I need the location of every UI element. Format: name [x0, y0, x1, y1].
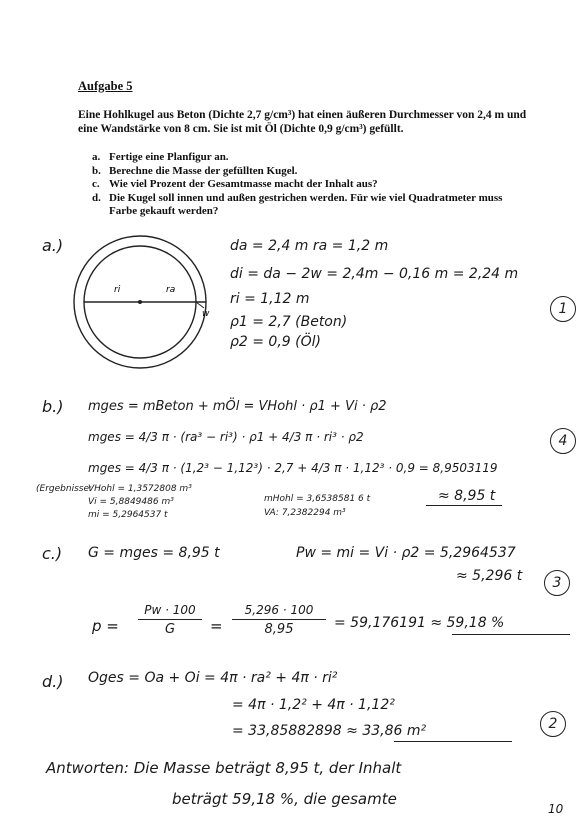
part-b-label: b.) — [42, 397, 64, 416]
interim-v-a: VA: 7,2382294 m³ — [264, 508, 346, 518]
interim-v-i: Vi = 5,8849486 m³ — [88, 497, 174, 507]
fraction-1-denominator: G — [164, 622, 176, 637]
score-d: 2 — [540, 711, 566, 737]
fraction-2 — [232, 603, 326, 637]
task-list — [92, 151, 532, 219]
w-label: w — [202, 309, 210, 319]
w-marker — [196, 302, 204, 308]
task-item-c: c. Wie viel Prozent der Gesamtmasse macht der Inhalt aus? — [92, 178, 378, 190]
task-intro: Eine Hohlkugel aus Beton (Dichte 2,7 g/cm³) hat einen äußeren Durchmesser von 2,4 m und eine Wandstärke von 8 cm. Sie ist mit Öl (Dichte 0,9 g/cm³) gefüllt. — [78, 109, 527, 135]
part-c-line-pw-rounded: ≈ 5,296 t — [456, 568, 523, 584]
interim-v-hohl: VHohl = 1,3572808 m³ — [88, 484, 192, 494]
ri-label: ri — [114, 285, 121, 295]
part-b-result: ≈ 8,95 t — [438, 488, 496, 504]
task-item-d: d. Die Kugel soll innen und außen gestrichen werden. Für wie viel Quadratmeter muss Farbe gekauft werden? — [92, 191, 503, 217]
part-c-line-pw: Pw = mi = Vi · ρ2 = 5,2964537 — [296, 545, 516, 561]
result-b-underline — [426, 505, 502, 506]
part-a-line-3: ri = 1,12 m — [230, 291, 310, 307]
task-item-b: b. Berechne die Masse der gefüllten Kugel. — [92, 164, 298, 177]
part-b-line-3: mges = 4/3 π · (1,2³ − 1,12³) · 2,7 + 4/3 π · 1,12³ · 0,9 = 8,9503119 — [88, 461, 498, 475]
part-d-line-1: Oges = Oa + Oi = 4π · ra² + 4π · ri² — [88, 670, 338, 686]
fraction-2-numerator: 5,296 · 100 — [232, 603, 326, 620]
part-a-label: a.) — [42, 236, 64, 255]
ra-label: ra — [166, 285, 176, 295]
fraction-2-denominator: 8,95 — [264, 622, 294, 637]
answer-line-1: Antworten: Die Masse beträgt 8,95 t, der Inhalt — [46, 759, 402, 777]
part-c-label: c.) — [42, 544, 63, 563]
score-total-partial: 10 — [548, 802, 564, 816]
part-d-label: d.) — [42, 672, 64, 691]
part-a-line-5: ρ2 = 0,9 (Öl) — [230, 334, 321, 350]
score-b: 4 — [550, 428, 576, 454]
equals-sign-1: = — [210, 617, 223, 635]
task-item-a: a. Fertige eine Planfigur an. — [92, 151, 229, 163]
part-a-line-1: da = 2,4 m ra = 1,2 m — [230, 238, 389, 254]
result-d-underline — [394, 741, 512, 742]
part-a-line-4: ρ1 = 2,7 (Beton) — [230, 314, 348, 330]
part-c-result: = 59,176191 ≈ 59,18 % — [334, 615, 505, 631]
answer-line-2: beträgt 59,18 %, die gesamte — [172, 790, 397, 808]
fraction-1-numerator: Pw · 100 — [138, 603, 202, 620]
task-title: Aufgabe 5 — [78, 79, 133, 93]
part-d-line-3: = 33,85882898 ≈ 33,86 m² — [232, 723, 427, 739]
part-c-line-g: G = mges = 8,95 t — [88, 545, 220, 561]
plan-figure — [62, 232, 232, 372]
interim-m-hohl: mHohl = 3,6538581 6 t — [264, 494, 371, 504]
score-a: 1 — [550, 296, 576, 322]
interim-m-i: mi = 5,2964537 t — [88, 510, 168, 520]
part-b-line-1: mges = mBeton + mÖl = VHohl · ρ1 + Vi · ρ2 — [88, 399, 387, 414]
interim-title: (Ergebnisse: — [36, 484, 93, 494]
result-c-underline — [452, 634, 570, 635]
part-a-line-2: di = da − 2w = 2,4m − 0,16 m = 2,24 m — [230, 266, 519, 282]
center-point — [138, 300, 142, 304]
score-c: 3 — [544, 570, 570, 596]
p-label: p = — [92, 617, 119, 635]
part-b-line-2: mges = 4/3 π · (ra³ − ri³) · ρ1 + 4/3 π · ri³ · ρ2 — [88, 430, 364, 444]
fraction-1 — [138, 603, 202, 637]
part-d-line-2: = 4π · 1,2² + 4π · 1,12² — [232, 697, 395, 713]
